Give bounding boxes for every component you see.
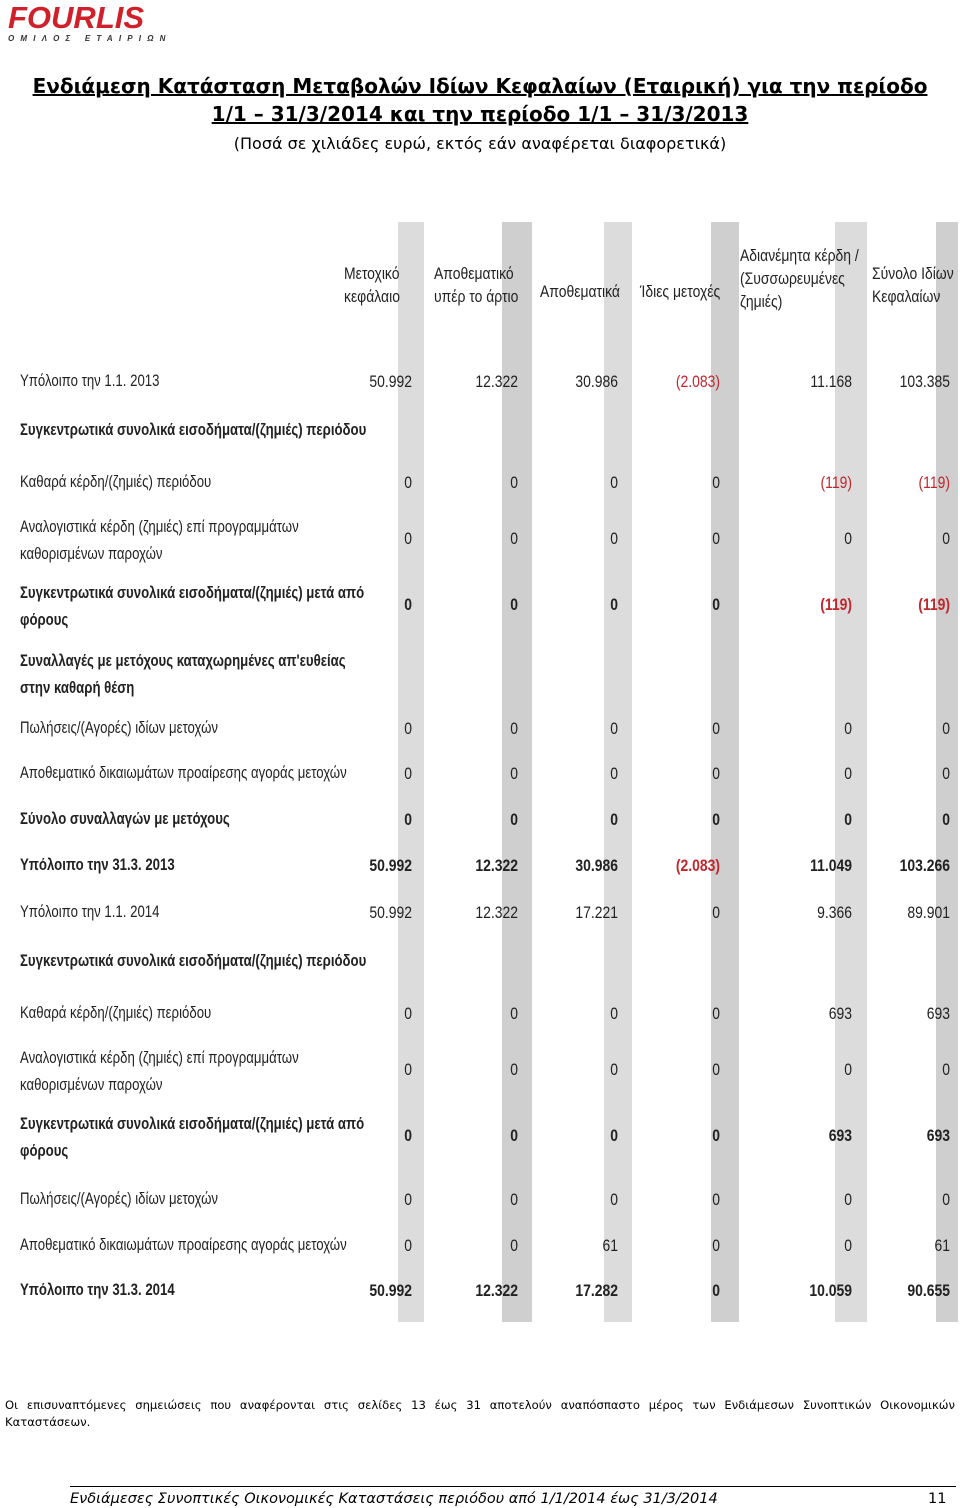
table-cell: (119) (918, 473, 950, 492)
table-cell: 0 (844, 1236, 852, 1255)
table-cell: 0 (712, 719, 720, 738)
column-header-line: Κεφαλαίων (872, 287, 941, 306)
column-header-line: υπέρ το άρτιο (434, 287, 519, 306)
table-cell: 50.992 (369, 1281, 412, 1300)
row-label (20, 1000, 211, 1027)
table-cell: 0 (510, 1004, 518, 1023)
table-cell: 0 (712, 473, 720, 492)
table-cell: 0 (404, 1236, 412, 1255)
row-label-line: Σύνολο συναλλαγών με μετόχους (20, 810, 230, 828)
table-cell: 30.986 (575, 856, 618, 875)
table-cell: 0 (712, 903, 720, 922)
row-label-line: Συγκεντρωτικά συνολικά εισοδήματα/(ζημιές) μετά από (20, 1115, 365, 1133)
table-cell: 0 (712, 1126, 720, 1145)
column-header-line: Μετοχικό (344, 264, 400, 283)
table-cell: 0 (510, 529, 518, 548)
table-cell: 0 (844, 529, 852, 548)
table-cell: 0 (610, 764, 618, 783)
row-label-line: Υπόλοιπο την 31.3. 2014 (20, 1281, 175, 1299)
table-cell: 11.049 (810, 856, 852, 875)
table-cell: 0 (510, 1236, 518, 1255)
table-cell: 17.221 (575, 903, 618, 922)
column-header (434, 262, 518, 308)
table-cell: 0 (942, 764, 950, 783)
table-cell: 693 (926, 1126, 950, 1145)
table-cell: 0 (610, 810, 618, 829)
table-cell: (2.083) (675, 856, 720, 875)
column-header (640, 280, 720, 303)
table-cell: 0 (510, 764, 518, 783)
logo-tagline: ΟΜΙΛΟΣ ΕΤΑΙΡΙΩΝ (8, 34, 172, 43)
column-header-line: ζημιές) (740, 292, 783, 311)
table-cell: 0 (610, 1126, 618, 1145)
table-cell: 12.322 (475, 856, 518, 875)
table-cell: 0 (610, 1004, 618, 1023)
row-label-line: Συγκεντρωτικά συνολικά εισοδήματα/(ζημιές) περιόδου (20, 952, 367, 970)
row-label (20, 899, 159, 926)
row-label (20, 417, 366, 444)
footer-divider (70, 1486, 956, 1487)
table-cell: (2.083) (675, 372, 720, 391)
row-label (20, 368, 159, 395)
table-cell: 693 (828, 1126, 852, 1145)
table-cell: 103.385 (899, 372, 950, 391)
table-cell: 0 (404, 595, 412, 614)
row-label-line: φόρους (20, 611, 69, 629)
table-cell: 0 (844, 764, 852, 783)
table-cell: 50.992 (369, 903, 412, 922)
table-cell: 0 (942, 719, 950, 738)
table-cell: 0 (712, 1060, 720, 1079)
table-cell: 0 (712, 529, 720, 548)
table-cell: 0 (942, 1190, 950, 1209)
table-cell: 30.986 (575, 372, 618, 391)
table-cell: 17.282 (575, 1281, 618, 1300)
row-label-line: Συγκεντρωτικά συνολικά εισοδήματα/(ζημιές) περιόδου (20, 421, 367, 439)
table-cell: 0 (844, 1190, 852, 1209)
row-label (20, 1277, 175, 1304)
table-cell: 0 (404, 719, 412, 738)
table-cell: 0 (610, 595, 618, 614)
table-cell: 0 (844, 1060, 852, 1079)
table-cell: 0 (510, 1060, 518, 1079)
row-label-line: Αναλογιστικά κέρδη (ζημιές) επί προγραμμάτων (20, 1049, 299, 1067)
row-label-line: φόρους (20, 1142, 69, 1160)
row-label (20, 580, 364, 634)
table-cell: 0 (404, 1004, 412, 1023)
table-cell: 89.901 (907, 903, 950, 922)
table-cell: 0 (610, 719, 618, 738)
row-label-line: στην καθαρή θέση (20, 679, 135, 697)
statement-title-line1: Ενδιάμεση Κατάσταση Μεταβολών Ιδίων Κεφαλαίων (Εταιρική) για την περίοδο (32, 74, 928, 98)
row-label (20, 1232, 347, 1259)
table-cell: 0 (844, 719, 852, 738)
table-cell: 50.992 (369, 856, 412, 875)
column-header (740, 244, 859, 313)
footer-text: Ενδιάμεσες Συνοπτικές Οικονομικές Καταστάσεις περιόδου από 1/1/2014 έως 31/3/2014 (70, 1491, 718, 1507)
row-label (20, 514, 299, 568)
column-header-line: (Συσσωρευμένες (740, 269, 845, 288)
table-cell: 61 (602, 1236, 618, 1255)
table-cell: (119) (918, 595, 950, 614)
table-cell: 0 (510, 810, 518, 829)
column-header-line: Ίδιες μετοχές (640, 282, 721, 301)
row-label (20, 806, 230, 833)
table-cell: 0 (510, 719, 518, 738)
table-cell: 0 (404, 1126, 412, 1145)
table-cell: 0 (712, 764, 720, 783)
column-header (540, 280, 620, 303)
row-label (20, 1186, 218, 1213)
table-cell: 0 (610, 473, 618, 492)
table-cell: 103.266 (899, 856, 950, 875)
table-cell: 693 (926, 1004, 950, 1023)
table-cell: 693 (828, 1004, 852, 1023)
column-header-line: κεφάλαιο (344, 287, 400, 306)
table-cell: 0 (942, 810, 950, 829)
table-cell: (119) (820, 595, 852, 614)
table-cell: 90.655 (907, 1281, 950, 1300)
table-cell: 0 (510, 1190, 518, 1209)
table-cell: 0 (610, 1060, 618, 1079)
row-label (20, 715, 218, 742)
table-cell: 0 (844, 810, 852, 829)
logo-name: FOURLIS (8, 0, 145, 35)
table-cell: 61 (934, 1236, 950, 1255)
notes-reference-line2: Καταστάσεων. (5, 1415, 91, 1429)
row-label-line: Καθαρά κέρδη/(ζημιές) περιόδου (20, 1004, 212, 1022)
column-header-line: Αποθεματικό (434, 264, 514, 283)
row-label-line: Αποθεματικό δικαιωμάτων προαίρεσης αγοράς μετοχών (20, 1236, 347, 1254)
table-cell: 0 (712, 1190, 720, 1209)
table-cell: 0 (712, 1281, 720, 1300)
table-cell: 0 (712, 1004, 720, 1023)
table-cell: 12.322 (475, 372, 518, 391)
table-cell: 0 (942, 1060, 950, 1079)
table-cell: 0 (404, 473, 412, 492)
equity-statement-table (14, 222, 958, 1322)
table-cell: 0 (404, 1190, 412, 1209)
table-cell: 12.322 (475, 903, 518, 922)
table-cell: 0 (610, 1190, 618, 1209)
table-cell: 0 (712, 595, 720, 614)
table-cell: 0 (404, 1060, 412, 1079)
table-cell: 0 (404, 529, 412, 548)
table-cell: 9.366 (817, 903, 852, 922)
table-cell: 10.059 (809, 1281, 852, 1300)
table-cell: 0 (404, 764, 412, 783)
row-label (20, 1045, 299, 1099)
table-cell: 12.322 (475, 1281, 518, 1300)
table-cell: 50.992 (369, 372, 412, 391)
row-label-line: Υπόλοιπο την 1.1. 2013 (20, 372, 160, 390)
row-label (20, 852, 175, 879)
table-cell: (119) (820, 473, 852, 492)
page-number: 11 (928, 1491, 947, 1507)
row-label-line: Καθαρά κέρδη/(ζημιές) περιόδου (20, 473, 212, 491)
table-cell: 0 (510, 595, 518, 614)
table-cell: 0 (712, 810, 720, 829)
statement-subtitle: (Ποσά σε χιλιάδες ευρώ, εκτός εάν αναφέρεται διαφορετικά) (233, 134, 727, 153)
row-label (20, 469, 211, 496)
column-header (872, 262, 954, 308)
column-header (344, 262, 400, 308)
table-cell: 0 (404, 810, 412, 829)
table-cell: 0 (510, 473, 518, 492)
row-label (20, 948, 366, 975)
row-label-line: Συγκεντρωτικά συνολικά εισοδήματα/(ζημιές) μετά από (20, 584, 365, 602)
table-cell: 11.168 (810, 372, 852, 391)
notes-reference-line1: Οι επισυναπτόμενες σημειώσεις που αναφέρονται στις σελίδες 13 έως 31 αποτελούν αναπόσπαστο μέρος των Ενδιάμεσων Συνοπτικών Οικονομικών (5, 1398, 955, 1412)
row-label-line: Υπόλοιπο την 31.3. 2013 (20, 856, 175, 874)
table-cell: 0 (610, 529, 618, 548)
table-cell: 0 (712, 1236, 720, 1255)
statement-title-line2: 1/1 – 31/3/2014 και την περίοδο 1/1 – 31/3/2013 (211, 102, 749, 126)
row-label-line: Αποθεματικό δικαιωμάτων προαίρεσης αγοράς μετοχών (20, 764, 347, 782)
table-cell: 0 (942, 529, 950, 548)
row-label (20, 1111, 364, 1165)
table-cell: 0 (510, 1126, 518, 1145)
column-header-line: Αδιανέμητα κέρδη / (740, 246, 859, 265)
row-label-line: καθορισμένων παροχών (20, 1076, 163, 1094)
column-header-line: Αποθεματικά (540, 282, 621, 301)
row-label (20, 648, 346, 702)
row-label-line: Πωλήσεις/(Αγορές) ιδίων μετοχών (20, 719, 219, 737)
row-label-line: καθορισμένων παροχών (20, 545, 163, 563)
column-header-line: Σύνολο Ιδίων (872, 264, 954, 283)
company-logo (8, 2, 172, 43)
row-label-line: Πωλήσεις/(Αγορές) ιδίων μετοχών (20, 1190, 219, 1208)
row-label-line: Αναλογιστικά κέρδη (ζημιές) επί προγραμμάτων (20, 518, 299, 536)
row-label-line: Υπόλοιπο την 1.1. 2014 (20, 903, 160, 921)
row-label-line: Συναλλαγές με μετόχους καταχωρημένες απ'ευθείας (20, 652, 346, 670)
row-label (20, 760, 347, 787)
